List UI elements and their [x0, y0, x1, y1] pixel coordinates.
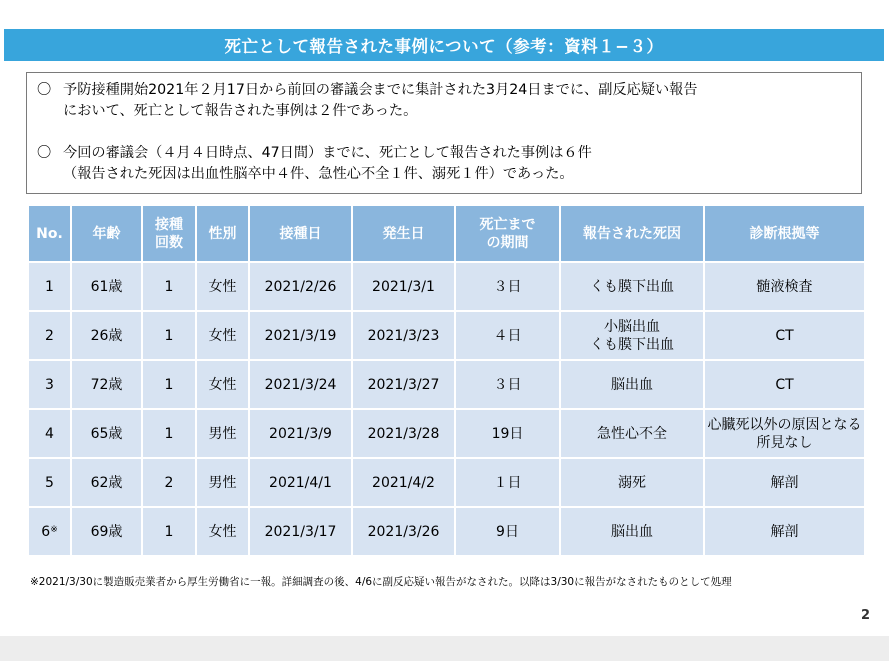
page-number: 2: [861, 608, 871, 623]
vaccination-date-cell: 2021/2/26: [250, 263, 351, 310]
basis-cell: CT: [705, 312, 864, 359]
cause-text: 溺死: [618, 474, 646, 491]
death-cases-table: [27, 204, 866, 557]
vaccination-date-cell: 2021/3/17: [250, 508, 351, 555]
column-header-label: 発生日: [382, 225, 425, 242]
column-header: [143, 206, 195, 261]
onset-date-cell: 2021/3/28: [353, 410, 454, 457]
doses-cell: 1: [143, 410, 195, 457]
age-cell: 62歳: [72, 459, 141, 506]
sex-cell: 女性: [197, 263, 248, 310]
age-cell: 65歳: [72, 410, 141, 457]
case-number: 3: [45, 376, 54, 393]
vaccination-date-cell: 2021/3/24: [250, 361, 351, 408]
period-cell: １日: [456, 459, 559, 506]
sex-cell: 女性: [197, 508, 248, 555]
doses-cell: 1: [143, 312, 195, 359]
case-number: 5: [45, 474, 54, 491]
column-header-label: 診断根拠等: [749, 225, 820, 242]
table-row: [29, 312, 864, 359]
sex-cell: 女性: [197, 361, 248, 408]
summary-box: [26, 72, 862, 194]
doses-cell: 2: [143, 459, 195, 506]
basis-text: 心臓死以外の原因となる: [707, 416, 862, 433]
case-number-cell: [29, 459, 70, 506]
doses-cell: 1: [143, 508, 195, 555]
basis-cell: [705, 410, 864, 457]
basis-cell: 髄液検査: [705, 263, 864, 310]
cause-cell: [561, 459, 703, 506]
summary-line: 今回の審議会（４月４日時点、47日間）までに、死亡として報告された事例は６件: [63, 145, 592, 161]
column-header: [456, 206, 559, 261]
sex-cell: 男性: [197, 410, 248, 457]
table-row: [29, 410, 864, 457]
case-number-cell: [29, 508, 70, 555]
period-cell: 9日: [456, 508, 559, 555]
age-cell: 61歳: [72, 263, 141, 310]
period-cell: ３日: [456, 263, 559, 310]
case-number: 2: [45, 327, 54, 344]
cause-text: 小脳出血: [604, 318, 660, 335]
cause-cell: [561, 263, 703, 310]
slide-title: 死亡として報告された事例について（参考：資料１−３）: [4, 29, 884, 61]
column-header: [29, 206, 70, 261]
basis-cell: 解剖: [705, 508, 864, 555]
column-header: [705, 206, 864, 261]
vaccination-date-cell: 2021/3/19: [250, 312, 351, 359]
table-row: [29, 263, 864, 310]
column-header-label: 性別: [208, 225, 237, 242]
column-header-label: No.: [36, 225, 63, 242]
period-cell: ３日: [456, 361, 559, 408]
column-header-label: の期間: [486, 234, 529, 251]
onset-date-cell: 2021/3/27: [353, 361, 454, 408]
column-header: [197, 206, 248, 261]
onset-date-cell: 2021/3/23: [353, 312, 454, 359]
summary-line: （報告された死因は出血性脳卒中４件、急性心不全１件、溺死１件）であった。: [63, 166, 574, 182]
basis-cell: CT: [705, 361, 864, 408]
table-header-row: [29, 206, 864, 261]
cause-cell: [561, 410, 703, 457]
column-header-label: 回数: [155, 234, 183, 251]
column-header-label: 接種日: [279, 225, 322, 242]
table-row: [29, 361, 864, 408]
case-number: 6: [41, 523, 51, 540]
table-row: [29, 459, 864, 506]
case-number-cell: [29, 312, 70, 359]
summary-line: 予防接種開始2021年２月17日から前回の審議会までに集計された3月24日までに、副反応疑い報告: [63, 82, 698, 98]
sex-cell: 女性: [197, 312, 248, 359]
case-number: 4: [45, 425, 54, 442]
sex-cell: 男性: [197, 459, 248, 506]
circle-bullet-icon: 〇: [37, 145, 52, 161]
table-row: [29, 508, 864, 555]
cause-text: 脳出血: [611, 376, 653, 393]
case-number-cell: [29, 263, 70, 310]
case-number-cell: [29, 410, 70, 457]
column-header-label: 接種: [155, 216, 183, 233]
age-cell: 72歳: [72, 361, 141, 408]
period-cell: 19日: [456, 410, 559, 457]
onset-date-cell: 2021/3/26: [353, 508, 454, 555]
column-header-label: 年齢: [92, 225, 121, 242]
column-header: [561, 206, 703, 261]
summary-line: において、死亡として報告された事例は２件であった。: [63, 103, 418, 119]
column-header: [72, 206, 141, 261]
cause-cell: [561, 361, 703, 408]
onset-date-cell: 2021/3/1: [353, 263, 454, 310]
case-number: 1: [45, 278, 54, 295]
table-body: [29, 263, 864, 555]
onset-date-cell: 2021/4/2: [353, 459, 454, 506]
column-header: [353, 206, 454, 261]
basis-cell: 解剖: [705, 459, 864, 506]
footnote-mark: ※: [50, 524, 58, 535]
circle-bullet-icon: 〇: [37, 82, 52, 98]
cause-text: 急性心不全: [597, 425, 667, 442]
summary-item: [37, 80, 851, 122]
age-cell: 69歳: [72, 508, 141, 555]
age-cell: 26歳: [72, 312, 141, 359]
summary-item: [37, 143, 851, 185]
vaccination-date-cell: 2021/3/9: [250, 410, 351, 457]
doses-cell: 1: [143, 263, 195, 310]
cause-cell: [561, 312, 703, 359]
column-header: [250, 206, 351, 261]
cause-text: くも膜下出血: [590, 278, 674, 295]
column-header-label: 報告された死因: [583, 225, 681, 242]
period-cell: ４日: [456, 312, 559, 359]
footnote: ※2021/3/30に製造販売業者から厚生労働省に一報。詳細調査の後、4/6に副反応疑い報告がなされた。以降は3/30に報告がなされたものとして処理: [30, 576, 732, 588]
cause-text: 脳出血: [611, 523, 653, 540]
vaccination-date-cell: 2021/4/1: [250, 459, 351, 506]
case-number-cell: [29, 361, 70, 408]
cause-cell: [561, 508, 703, 555]
doses-cell: 1: [143, 361, 195, 408]
basis-text: 所見なし: [756, 434, 813, 451]
cause-text: くも膜下出血: [590, 336, 674, 353]
column-header-label: 死亡まで: [479, 216, 536, 233]
